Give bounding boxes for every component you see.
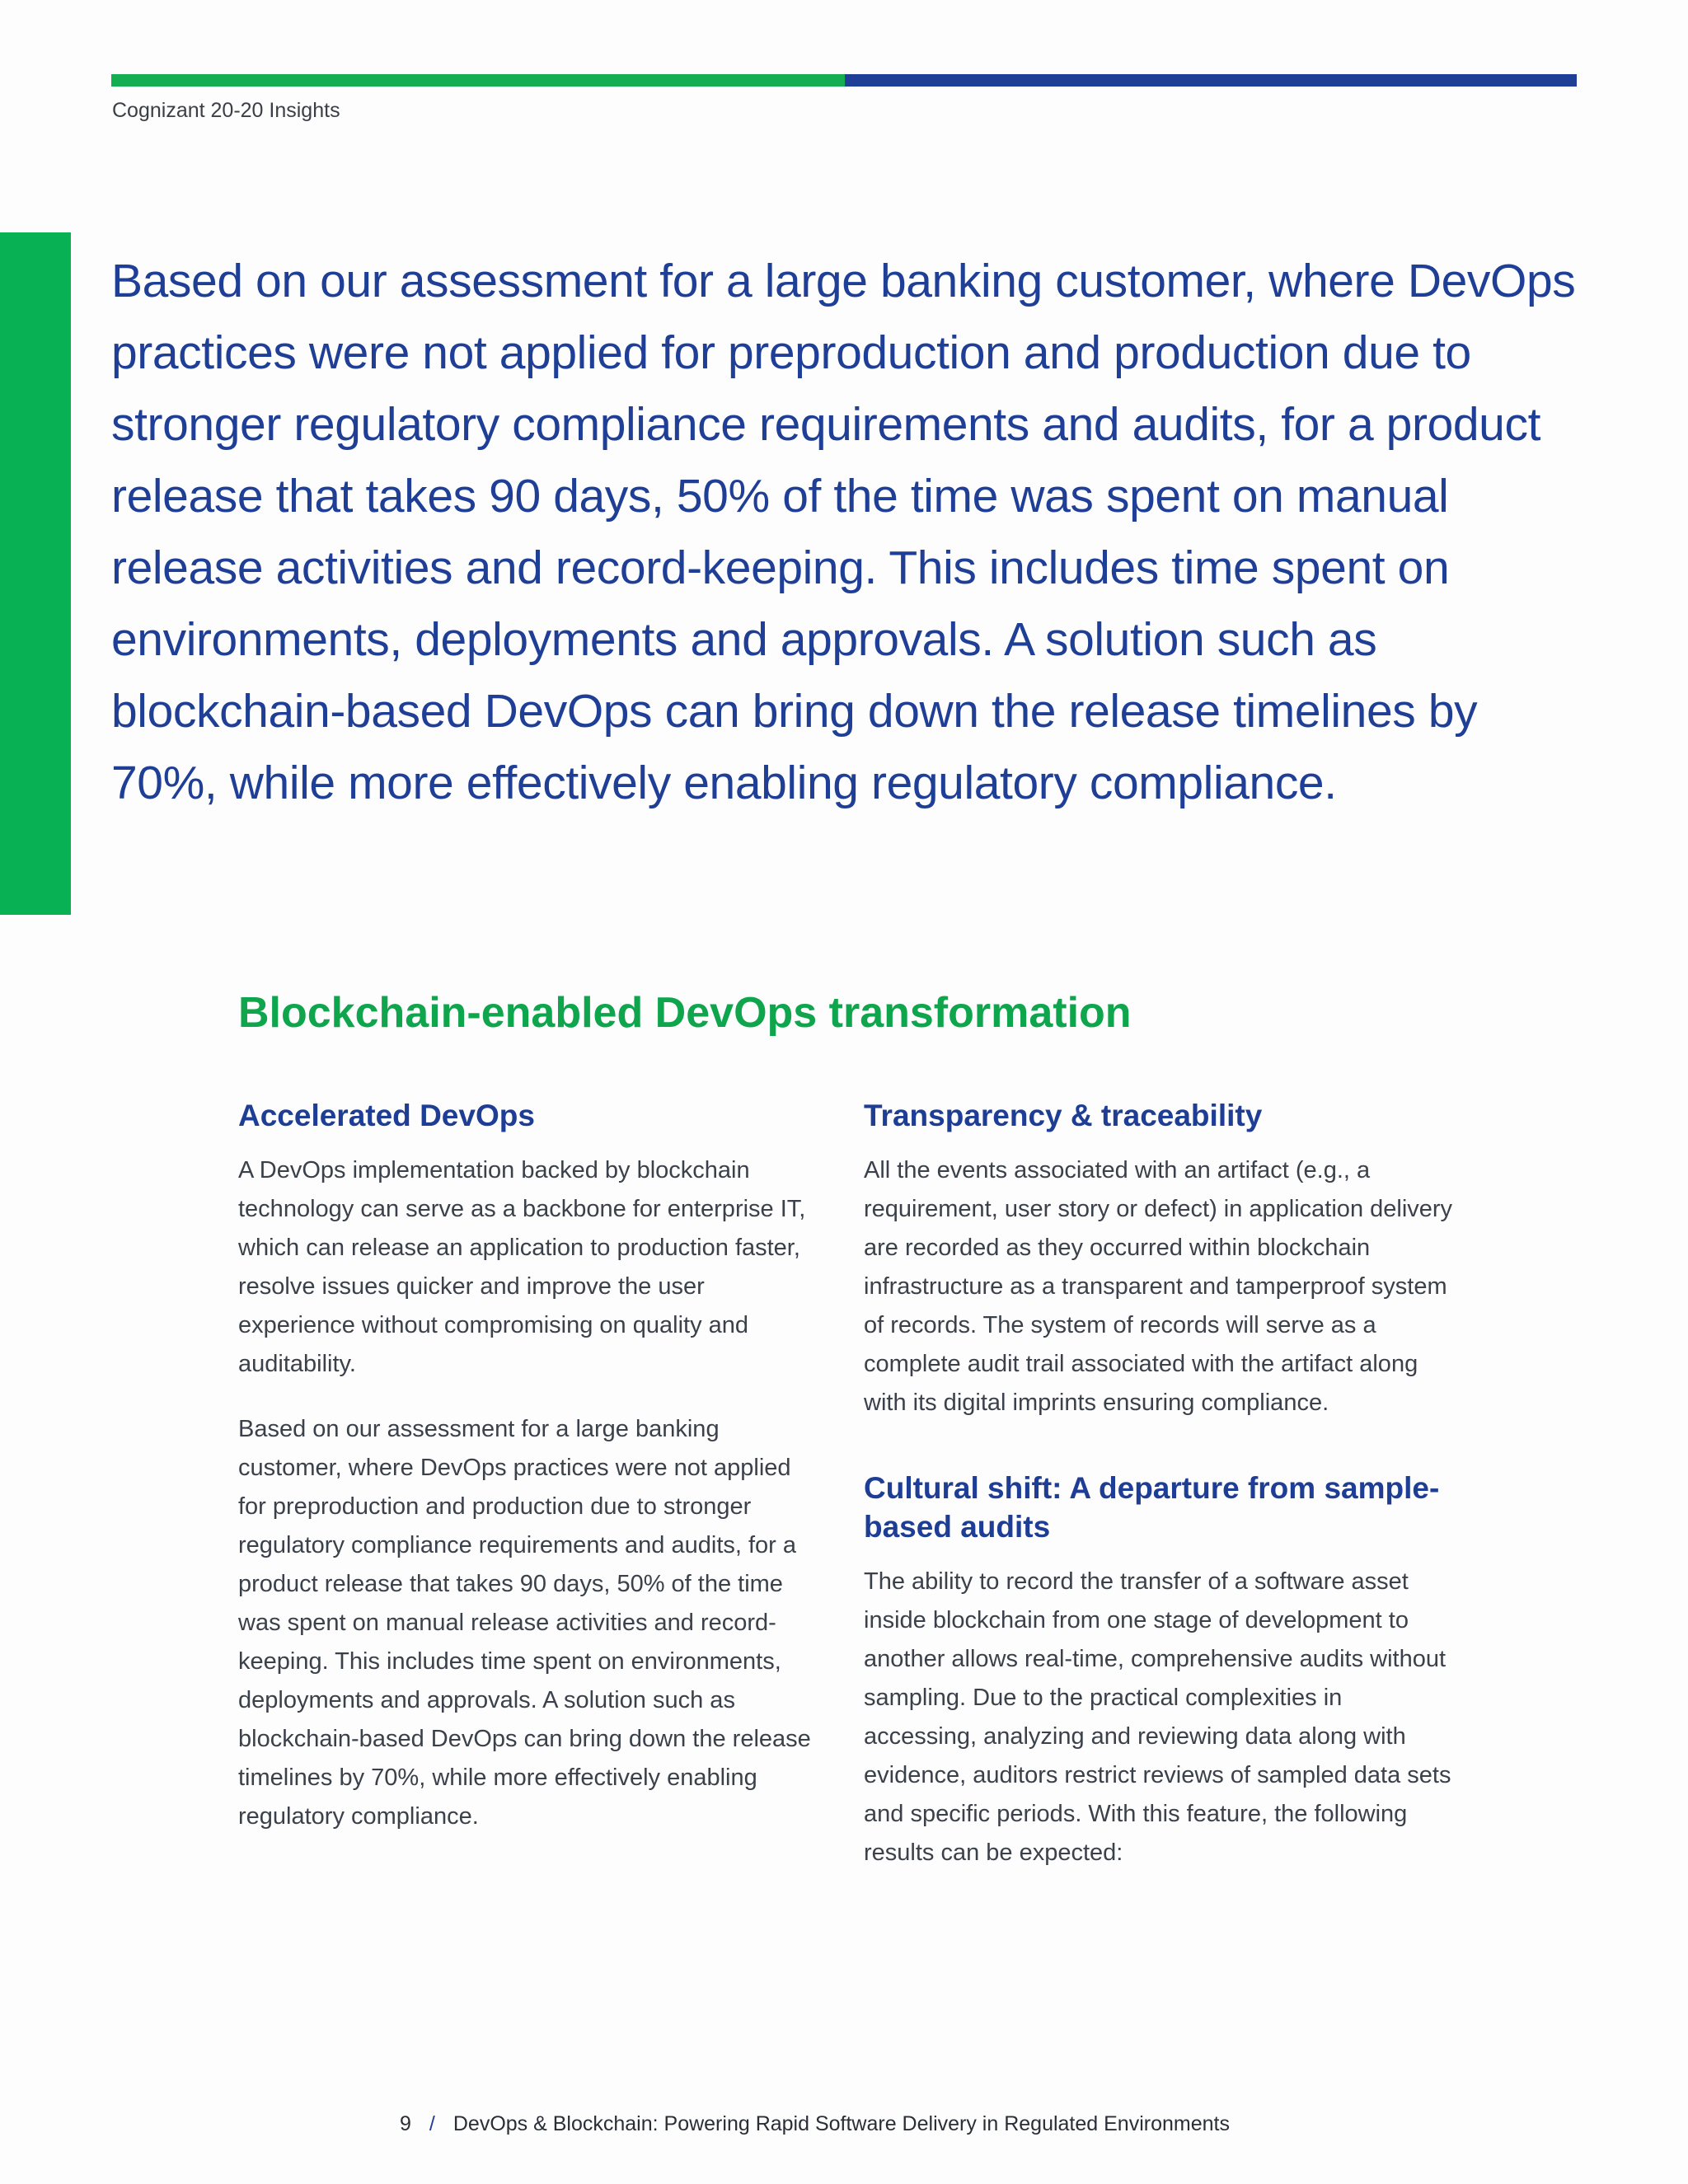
cultural-shift-paragraph: The ability to record the transfer of a software asset inside blockchain from one stage of development to another allows real-time, comprehensive audits without sampling. Due to the practical complexities in accessing, analyzing and reviewing data along with evidence, auditors restrict reviews of sampled data sets and specific periods. With this feature, the following results can be expected: [864, 1568, 1451, 1866]
accelerated-devops-heading: Accelerated DevOps [238, 1099, 535, 1132]
footer-separator: / [429, 2112, 435, 2135]
transparency-heading: Transparency & traceability [864, 1099, 1263, 1132]
left-column [238, 1096, 815, 1863]
document-title: DevOps & Blockchain: Powering Rapid Software Delivery in Regulated Environments [452, 2112, 1230, 2135]
accelerated-devops-paragraph-1: A DevOps implementation backed by blockchain technology can serve as a backbone for enterprise IT, which can release an application to production faster, resolve issues quicker and improve the user experience without compromising on quality and auditability. [238, 1157, 806, 1377]
accelerated-devops-paragraph-2: Based on our assessment for a large banking customer, where DevOps practices were not applied for preproduction and production due to stronger regulatory compliance requirements and audits, for a product release that takes 90 days, 50% of the time was spent on manual release activities and record-keeping. This includes time spent on environments, deployments and approvals. A solution such as blockchain-based DevOps can bring down the release timelines by 70%, while more effectively enabling regulatory compliance. [238, 1416, 811, 1830]
page-footer [400, 2112, 1230, 2136]
transparency-paragraph: All the events associated with an artifact (e.g., a requirement, user story or defect) in application delivery are recorded as they occurred within blockchain infrastructure as a transparent and tamperproof system of records. The system of records will serve as a complete audit trail associated with the artifact along with its digital imprints ensuring compliance. [864, 1157, 1453, 1416]
header-rule-green [111, 74, 845, 87]
section-title: Blockchain-enabled DevOps transformation [238, 989, 1132, 1037]
cultural-shift-heading: Cultural shift: A departure from sample-based audits [864, 1471, 1440, 1544]
pull-quote: Based on our assessment for a large banking customer, where DevOps practices were not applied for preproduction and production due to stronger regulatory compliance requirements and audits, for a product release that takes 90 days, 50% of the time was spent on manual release activities and record-keeping. This includes time spent on environments, deployments and approvals. A solution such as blockchain-based DevOps can bring down the release timelines by 70%, while more effectively enabling regulatory compliance. [111, 255, 1576, 809]
right-column [864, 1096, 1457, 1899]
publication-label: Cognizant 20-20 Insights [112, 99, 340, 122]
pull-quote-accent-bar [0, 232, 71, 915]
page-number: 9 [400, 2112, 411, 2135]
header-rule-blue [845, 74, 1577, 87]
